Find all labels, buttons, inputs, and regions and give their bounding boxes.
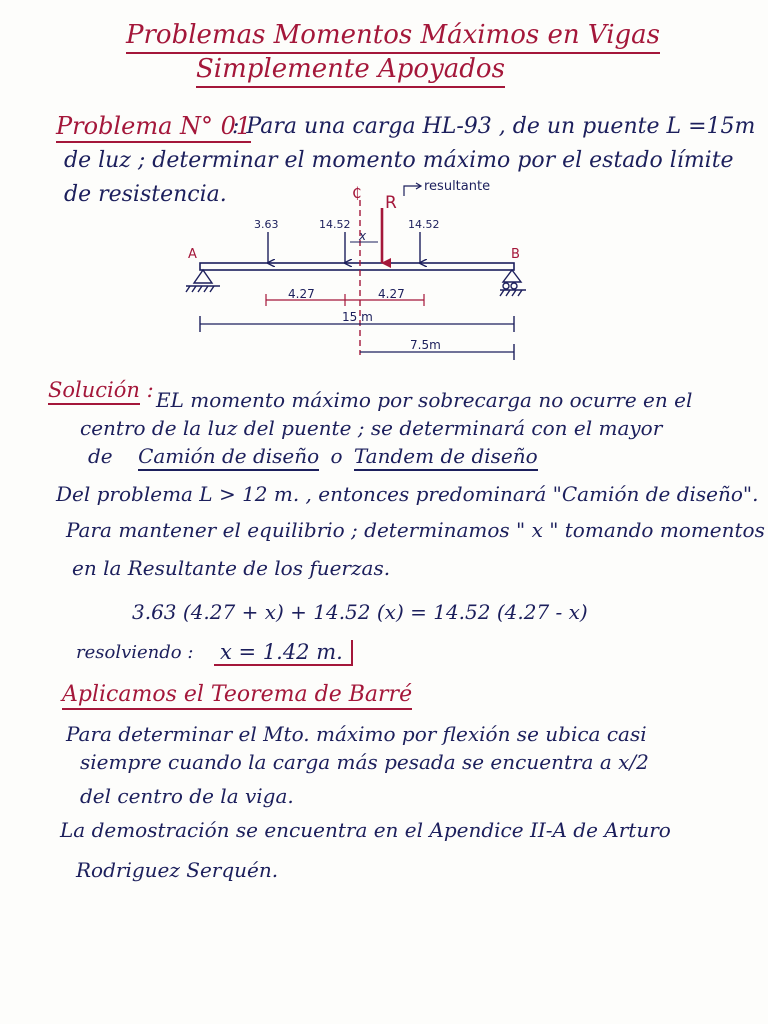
page-subtitle: Simplemente Apoyados (196, 54, 505, 88)
theorem-heading: Aplicamos el Teorema de Barré (62, 682, 412, 710)
solution-line-2: centro de la luz del puente ; se determinará con el mayor (80, 416, 663, 440)
support-a-label: A (188, 247, 197, 262)
theorem-line-2: siempre cuando la carga más pesada se encuentra a x/2 (80, 750, 649, 774)
beam (200, 263, 514, 270)
support-a-pin (186, 270, 220, 292)
solution-line-3 (88, 444, 538, 468)
page-title: Problemas Momentos Máximos en Vigas (126, 20, 660, 54)
x-result: x = 1.42 m. (214, 640, 353, 666)
theorem-line-1: Para determinar el Mto. máximo por flexión se ubica casi (66, 722, 647, 746)
problem-text-line-2: de luz ; determinar el momento máximo por el estado límite (64, 148, 734, 173)
derivation-line-3: en la Resultante de los fuerzas. (72, 556, 391, 580)
moment-equation: 3.63 (4.27 + x) + 14.52 (x) = 14.52 (4.27 - x) (132, 600, 588, 624)
support-b-roller (500, 270, 526, 296)
option-tandem: Tandem de diseño (354, 444, 538, 471)
load-1-value: 3.63 (254, 218, 279, 231)
theorem-line-4: La demostración se encuentra en el Apendice II-A de Arturo (60, 818, 671, 842)
solution-line-1: EL momento máximo por sobrecarga no ocurre en el (156, 388, 693, 412)
dim-2-label: 4.27 (378, 287, 405, 301)
dim-1-label: 4.27 (288, 287, 315, 301)
problem-text-line-3: de resistencia. (64, 182, 227, 207)
resultant-label: resultante (424, 179, 491, 194)
problem-text-line-1: : Para una carga HL-93 , de un puente L =15m (232, 114, 756, 139)
span-label: 15 m (342, 310, 373, 324)
problem-label: Problema N° 01 (56, 112, 251, 143)
x-label: x (359, 229, 367, 243)
solution-colon: : (146, 378, 154, 402)
derivation-line-1: Del problema L > 12 m. , entonces predominará "Camión de diseño". (56, 482, 759, 506)
theorem-line-3: del centro de la viga. (80, 784, 294, 808)
resultant-symbol: R (385, 193, 397, 213)
solution-label-text: Solución (48, 378, 140, 405)
solution-line-3-prefix: de (88, 444, 113, 468)
option-camion: Camión de diseño (138, 444, 319, 471)
solution-label (48, 378, 154, 402)
support-b-label: B (511, 247, 520, 262)
derivation-line-2: Para mantener el equilibrio ; determinamos " x " tomando momentos (66, 518, 765, 542)
theorem-line-5: Rodriguez Serquén. (76, 858, 279, 882)
load-3-value: 14.52 (408, 218, 440, 231)
load-2-value: 14.52 (319, 218, 351, 231)
half-span-label: 7.5m (410, 338, 441, 352)
option-separator: o (330, 444, 343, 468)
solving-label: resolviendo : (76, 642, 194, 663)
centerline-symbol: ₵ (352, 184, 362, 202)
